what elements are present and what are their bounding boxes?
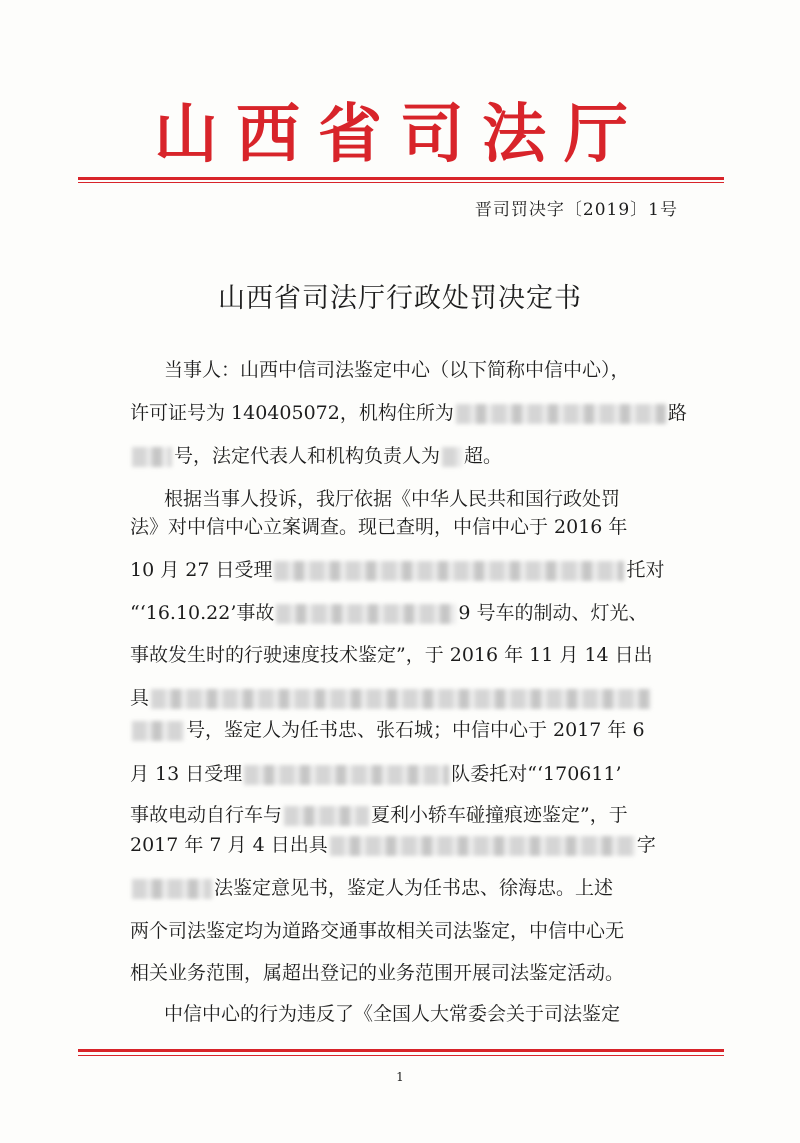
body-line: 具	[130, 683, 653, 713]
body-line: 2017 年 7 月 4 日出具 字	[130, 834, 656, 856]
redaction	[132, 879, 212, 899]
body-line: 中信中心的行为违反了《全国人大常委会关于司法鉴定	[164, 1003, 621, 1025]
redaction	[456, 404, 666, 424]
masthead: 山西省司法厅	[154, 97, 646, 172]
page-number: 1	[396, 1070, 404, 1084]
redaction	[284, 806, 369, 826]
body-line: 法》对中信中心立案调查。现已查明，中信中心于 2016 年	[130, 516, 628, 538]
redaction	[151, 689, 651, 709]
header-rule-thin	[78, 182, 724, 183]
document-number: 晋司罚决字〔2019〕1号	[474, 200, 678, 220]
body-line: 许可证号为 140405072，机构住所为 路	[130, 402, 687, 424]
body-line: 两个司法鉴定均为道路交通事故相关司法鉴定，中信中心无	[130, 920, 625, 942]
redaction	[330, 836, 635, 856]
footer-rule-thin	[78, 1055, 724, 1056]
header-rule	[78, 177, 724, 180]
redaction	[132, 721, 184, 741]
body-line: 月 13 日受理 队委托对“‘170611’	[130, 763, 622, 785]
body-line: 相关业务范围，属超出登记的业务范围开展司法鉴定活动。	[130, 962, 625, 984]
body-line: 当事人：山西中信司法鉴定中心（以下简称中信中心），	[164, 359, 630, 381]
body-line: 法鉴定意见书，鉴定人为任书忠、徐海忠。上述	[130, 873, 613, 903]
redaction	[244, 765, 449, 785]
document-title: 山西省司法厅行政处罚决定书	[218, 283, 582, 314]
body-line: 号，鉴定人为任书忠、张石城；中信中心于 2017 年 6	[130, 715, 645, 745]
redaction	[442, 447, 462, 467]
body-line: 号，法定代表人和机构负责人为 超。	[130, 441, 502, 471]
body-line: 10 月 27 日受理 托对	[130, 559, 665, 581]
body-line: 事故电动自行车与 夏利小轿车碰撞痕迹鉴定”，于	[130, 804, 628, 826]
body-line: “‘16.10.22’事故 9 号车的制动、灯光、	[130, 602, 648, 624]
body-line: 事故发生时的行驶速度技术鉴定”，于 2016 年 11 月 14 日出	[130, 644, 653, 666]
redaction	[276, 604, 456, 624]
redaction	[274, 561, 624, 581]
redaction	[132, 447, 172, 467]
body-line: 根据当事人投诉，我厅依据《中华人民共和国行政处罚	[164, 488, 621, 510]
footer-rule	[78, 1049, 724, 1052]
